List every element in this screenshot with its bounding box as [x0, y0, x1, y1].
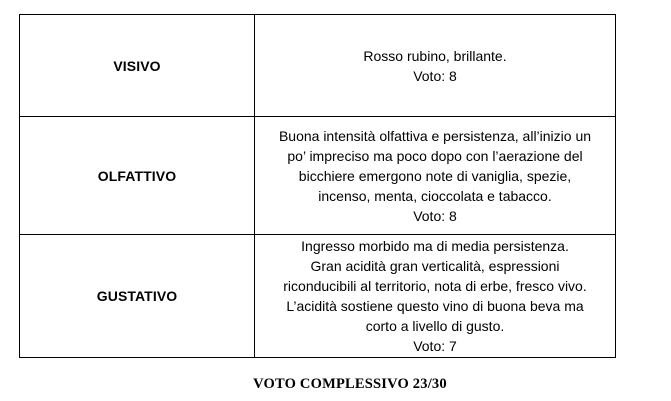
description-line: Buona intensità olfattiva e persistenza, all’inizio un: [278, 127, 592, 144]
table-row-gustativo: [20, 235, 616, 358]
overall-score: VOTO COMPLESSIVO 23/30: [253, 376, 447, 392]
description-line: Ingresso morbido ma di media persistenza.: [301, 238, 569, 254]
score-line: Voto: 8: [413, 207, 457, 224]
evaluation-table: [19, 14, 616, 358]
description-line: incenso, menta, cioccolata e tabacco.: [318, 187, 552, 204]
table-row-visivo: [20, 15, 616, 117]
description-line: bicchiere emergono note di vaniglia, spezie,: [298, 167, 572, 184]
table-row-olfattivo: [20, 117, 616, 235]
row-label-visivo: VISIVO: [20, 15, 255, 117]
score-line: Voto: 7: [413, 338, 457, 354]
description-line: riconducibili al territorio, nota di erbe, fresco vivo.: [283, 278, 587, 294]
score-line: Voto: 8: [413, 67, 457, 84]
description-line: Rosso rubino, brillante.: [363, 47, 507, 64]
description-line: Gran acidità gran verticalità, espressioni: [310, 258, 560, 274]
row-description-olfattivo: [255, 117, 616, 235]
row-label-gustativo: GUSTATIVO: [20, 235, 255, 358]
row-description-visivo: [255, 15, 616, 117]
description-line: po’ impreciso ma poco dopo con l’aerazione del: [287, 147, 583, 164]
description-line: L’acidità sostiene questo vino di buona beva ma: [286, 298, 584, 314]
description-line: corto a livello di gusto.: [365, 318, 505, 334]
row-description-gustativo: [255, 235, 616, 358]
row-label-olfattivo: OLFATTIVO: [20, 117, 255, 235]
